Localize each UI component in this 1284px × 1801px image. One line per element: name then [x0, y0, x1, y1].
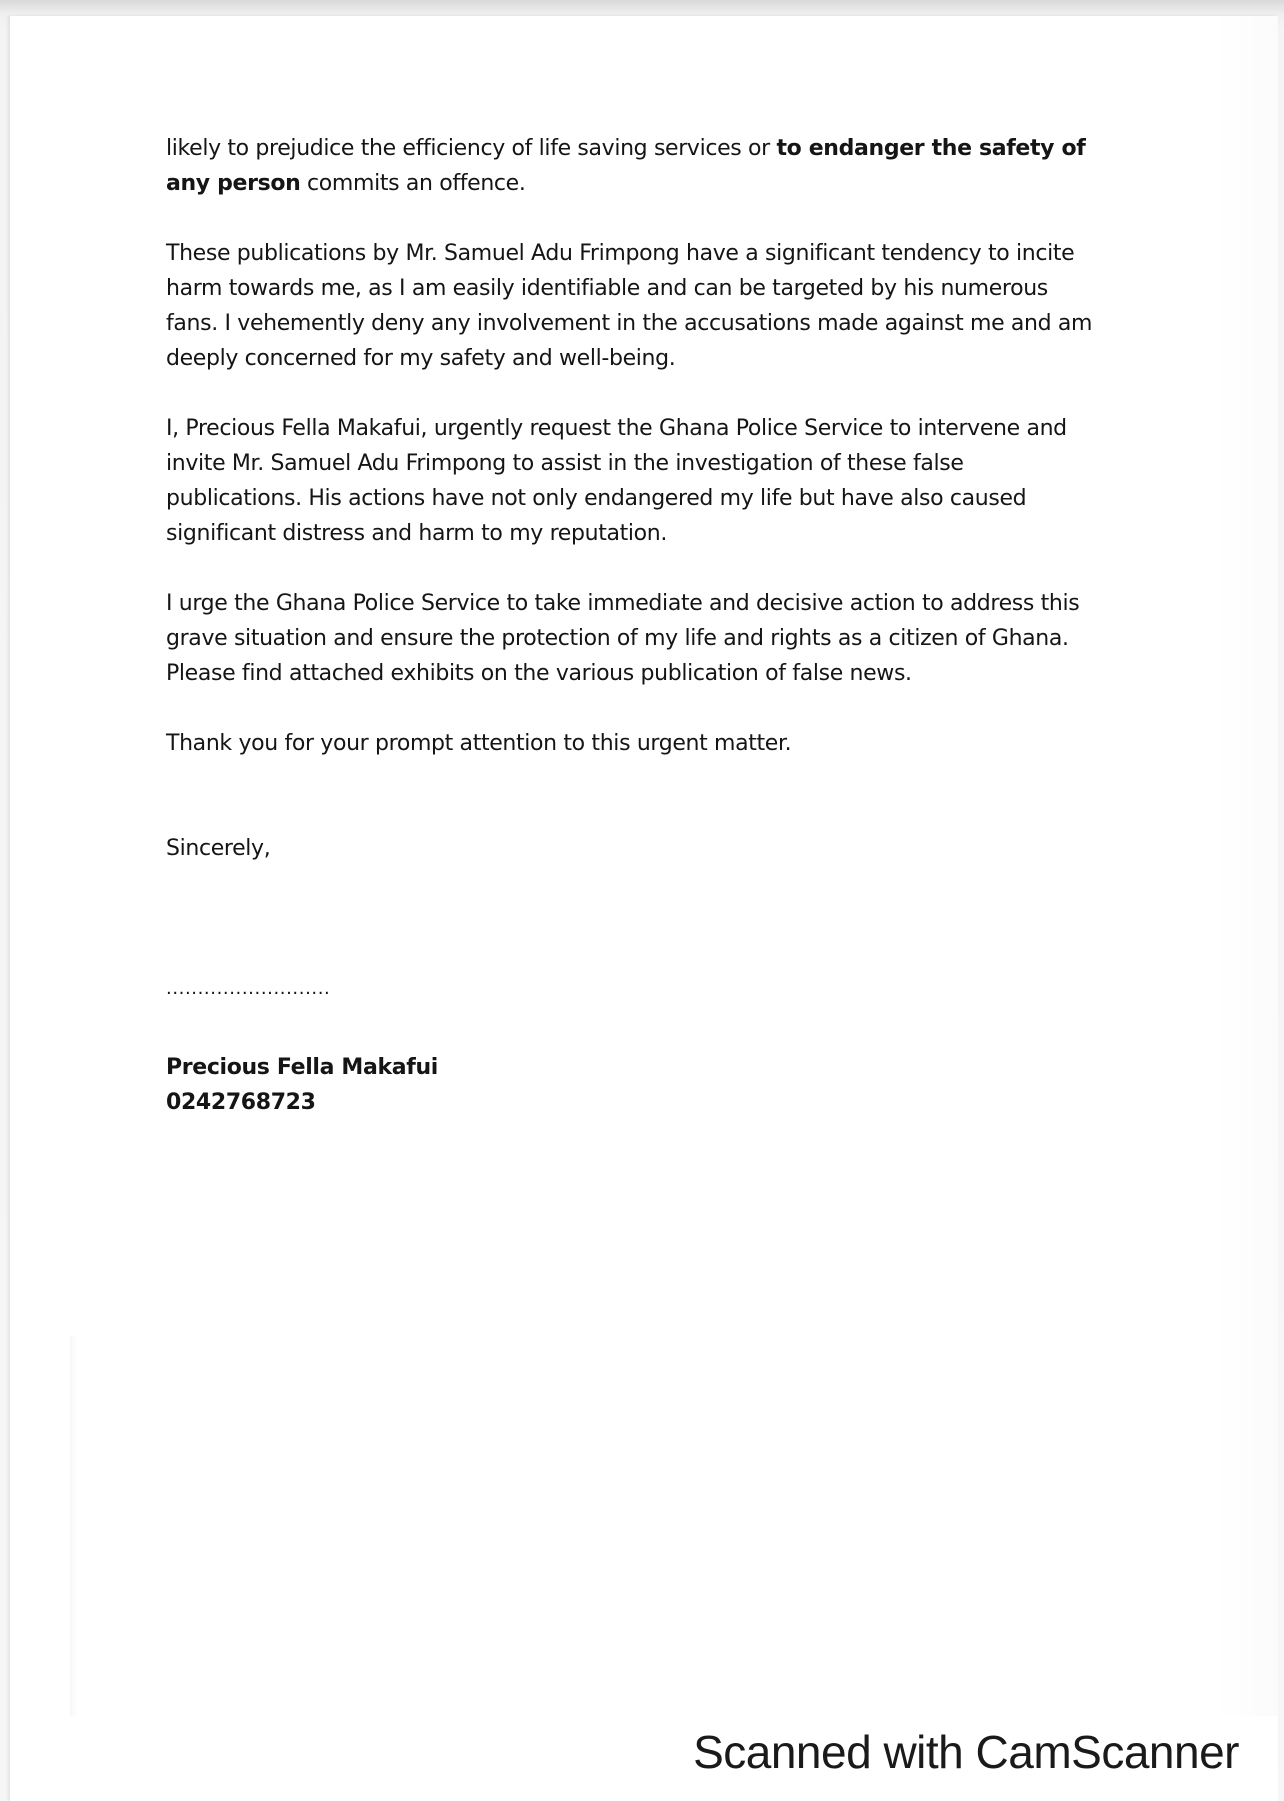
- paragraph-line: fans. I vehemently deny any involvement in the accusations made against me and am: [166, 311, 1093, 336]
- paragraph-urge: [166, 586, 1136, 691]
- letter-body: [166, 131, 1136, 1120]
- closing-text: Sincerely,: [166, 836, 271, 861]
- text-run: commits an offence.: [300, 171, 526, 196]
- bold-text-run: any person: [166, 171, 301, 196]
- paragraph-thanks: [166, 726, 1136, 761]
- paragraph-offence: [166, 131, 1136, 201]
- paragraph-line: [166, 131, 1136, 166]
- thanks-line: Thank you for your prompt attention to this urgent matter.: [166, 731, 792, 756]
- paragraph-line: invite Mr. Samuel Adu Frimpong to assist in the investigation of these false: [166, 451, 964, 476]
- paragraph-line: Please find attached exhibits on the various publication of false news.: [166, 661, 912, 686]
- closing-salutation: [166, 831, 1136, 866]
- paragraph-line: I, Precious Fella Makafui, urgently request the Ghana Police Service to intervene and: [166, 416, 1067, 441]
- page-shadow: [70, 1336, 78, 1716]
- paragraph-line: significant distress and harm to my reputation.: [166, 521, 667, 546]
- paragraph-line: These publications by Mr. Samuel Adu Frimpong have a significant tendency to incite: [166, 241, 1075, 266]
- paragraph-line: deeply concerned for my safety and well-being.: [166, 346, 676, 371]
- signature-block: [166, 971, 1136, 1120]
- paragraph-line: grave situation and ensure the protection of my life and rights as a citizen of Ghana.: [166, 626, 1069, 651]
- paragraph-line: publications. His actions have not only endangered my life but have also caused: [166, 486, 1027, 511]
- signer-phone: 0242768723: [166, 1090, 316, 1115]
- paragraph-publications: [166, 236, 1136, 376]
- text-run: likely to prejudice the efficiency of life saving services or: [166, 136, 777, 161]
- camscanner-watermark: Scanned with CamScanner: [693, 1726, 1239, 1778]
- paragraph-line: I urge the Ghana Police Service to take immediate and decisive action to address this: [166, 591, 1080, 616]
- paragraph-line: harm towards me, as I am easily identifiable and can be targeted by his numerous: [166, 276, 1048, 301]
- signature-line: ..........................: [166, 978, 331, 999]
- bold-text-run: to endanger the safety of: [776, 136, 1086, 161]
- paragraph-line: [166, 166, 1136, 201]
- signer-name: Precious Fella Makafui: [166, 1055, 438, 1080]
- paragraph-request: [166, 411, 1136, 551]
- page-shadow-right: [1214, 16, 1278, 1716]
